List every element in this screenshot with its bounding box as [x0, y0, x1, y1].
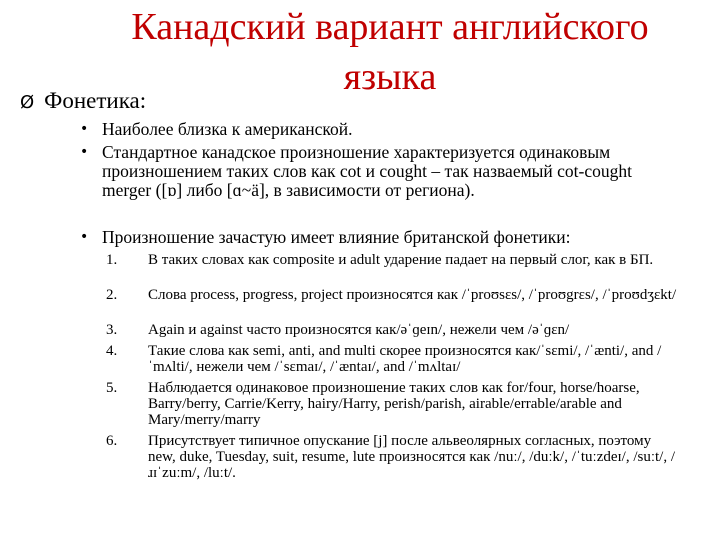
numbered-item [106, 343, 681, 375]
slide-title-line1: Канадский вариант английского [131, 6, 649, 48]
slide-title-line2: языка [343, 56, 437, 98]
numbered-item [106, 322, 681, 338]
item-number: 6. [106, 433, 118, 449]
item-number: 1. [106, 252, 118, 268]
arrow-bullet-icon: Ø [20, 92, 35, 113]
section-heading [20, 88, 146, 114]
item-text: Слова process, progress, project произносятся как /ˈproʊsɛs/, /ˈproʊgrɛs/, /ˈproʊdʒɛkt/ [148, 287, 677, 303]
bullet-text: Наиболее близка к американской. [102, 119, 353, 139]
slide-title [60, 2, 720, 102]
bullet-item [80, 120, 680, 139]
bullet-dot-icon: • [80, 229, 89, 245]
numbered-item [106, 433, 681, 481]
bullet-item [80, 228, 680, 247]
numbered-item [106, 287, 681, 303]
item-number: 2. [106, 287, 118, 303]
item-number: 3. [106, 322, 118, 338]
section-label: Фонетика: [44, 88, 147, 113]
item-text: Присутствует типичное опускание [j] после альвеолярных согласных, поэтому new, duke, Tuesday, suit, resume, lute произносятся как /nuː/, /duːk/, /ˈtuːzdeɪ/, /suːt/, /ɹɪˈzuːm/, /luːt/. [148, 433, 676, 481]
item-number: 4. [106, 343, 118, 359]
item-number: 5. [106, 380, 118, 396]
numbered-item [106, 252, 681, 268]
item-text: Наблюдается одинаковое произношение таких слов как for/four, horse/hoarse, Barry/berry, Carrie/Kerry, hairy/Harry, perish/parish, airable/errable/arable and Mary/merry/marry [148, 380, 640, 428]
item-text: Again и against часто произносятся как/əˈɡeɪn/, нежели чем /əˈɡɛn/ [148, 322, 570, 338]
numbered-item [106, 380, 681, 428]
item-text: В таких словах как composite и adult ударение падает на первый слог, как в БП. [148, 252, 654, 268]
bullet-dot-icon: • [80, 144, 89, 160]
bullet-item [80, 143, 680, 200]
bullet-text: Произношение зачастую имеет влияние британской фонетики: [102, 227, 571, 247]
item-text: Такие слова как semi, anti, and multi скорее произносятся как/ˈsɛmi/, /ˈænti/, and /ˈmʌlti/, нежели чем /ˈsɛmaɪ/, /ˈæntaɪ/, and /ˈmʌltaɪ/ [148, 343, 662, 375]
bullet-text: Стандартное канадское произношение характеризуется одинаковым произношением таких слов как cot и cought – так назваемый cot-cought merger ([ɒ] либо [ɑ~ä], в зависимости от региона). [102, 142, 632, 200]
bullet-dot-icon: • [80, 121, 89, 137]
